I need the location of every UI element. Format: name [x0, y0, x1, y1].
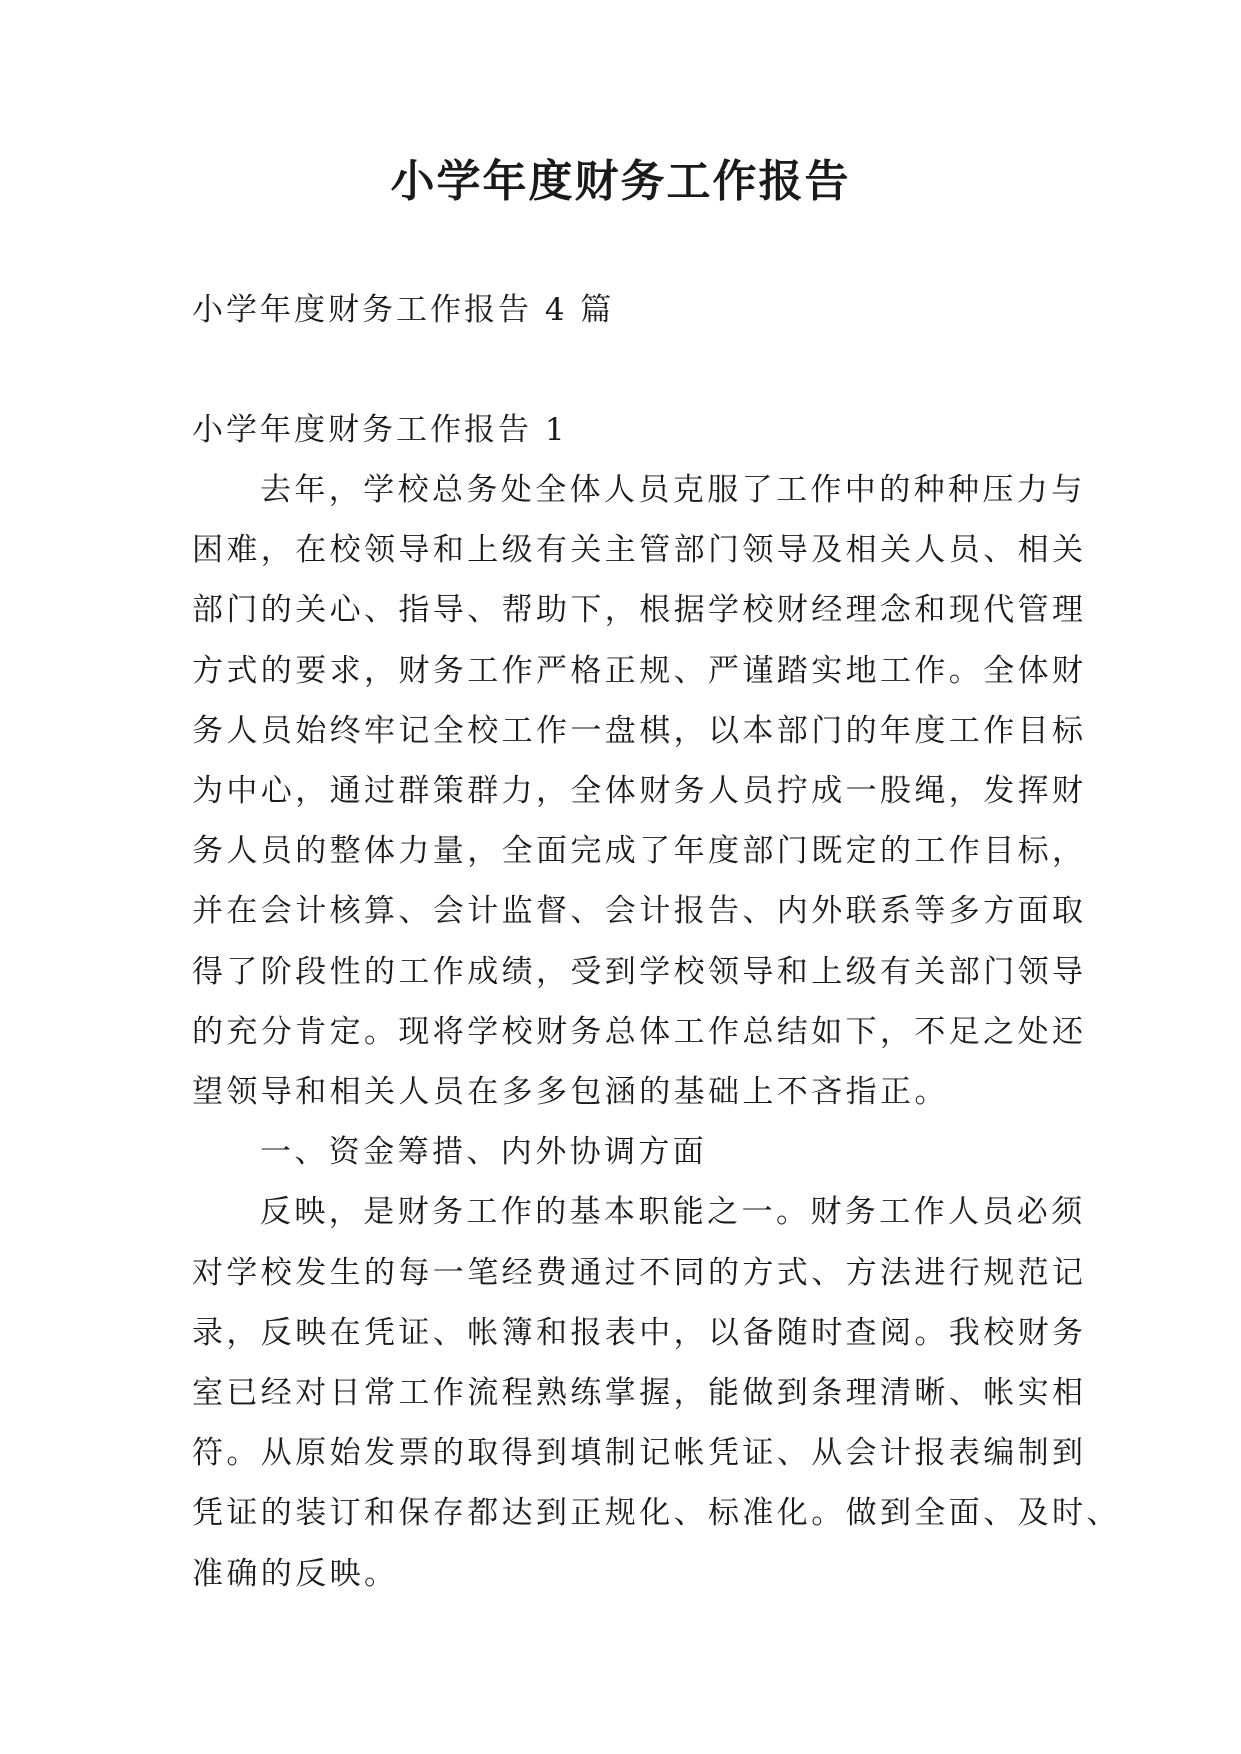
paragraph-line: 去年，学校总务处全体人员克服了工作中的种种压力与	[260, 472, 1086, 508]
paragraph-line: 方式的要求，财务工作严格正规、严谨踏实地工作。全体财	[192, 652, 1087, 689]
paragraph-intro	[192, 460, 1087, 1122]
document-body	[192, 460, 1121, 1604]
paragraph-line: 务人员始终牢记全校工作一盘棋，以本部门的年度工作目标	[192, 712, 1087, 749]
paragraph-reflection	[192, 1182, 1121, 1603]
paragraph-line: 一、资金筹措、内外协调方面	[260, 1134, 708, 1171]
paragraph-line: 务人员的整体力量，全面完成了年度部门既定的工作目标，	[192, 833, 1087, 870]
paragraph-line: 困难，在校领导和上级有关主管部门领导及相关人员、相关	[192, 532, 1087, 569]
paragraph-line: 准确的反映。	[192, 1555, 399, 1592]
paragraph-line: 对学校发生的每一笔经费通过不同的方式、方法进行规范记	[192, 1254, 1087, 1291]
paragraph-line: 并在会计核算、会计监督、会计报告、内外联系等多方面取	[192, 893, 1087, 930]
paragraph-line: 望领导和相关人员在多多包涵的基础上不吝指正。	[192, 1074, 949, 1111]
paragraph-line: 反映，是财务工作的基本职能之一。财务工作人员必须	[260, 1194, 1086, 1231]
paragraph-line: 为中心，通过群策群力，全体财务人员拧成一股绳，发挥财	[192, 773, 1087, 810]
paragraph-line: 凭证的装订和保存都达到正规化、标准化。做到全面、及时、	[192, 1495, 1121, 1532]
paragraph-line: 录，反映在凭证、帐簿和报表中，以备随时查阅。我校财务	[192, 1314, 1087, 1351]
document-subtitle: 小学年度财务工作报告 4 篇	[192, 292, 615, 328]
paragraph-line: 得了阶段性的工作成绩，受到学校领导和上级有关部门领导	[192, 953, 1087, 990]
paragraph-line: 的充分肯定。现将学校财务总体工作总结如下，不足之处还	[192, 1013, 1087, 1050]
section-heading: 小学年度财务工作报告 1	[192, 412, 568, 448]
paragraph-line: 符。从原始发票的取得到填制记帐凭证、从会计报表编制到	[192, 1435, 1087, 1472]
paragraph-line: 室已经对日常工作流程熟练掌握，能做到条理清晰、帐实相	[192, 1375, 1087, 1412]
document-title: 小学年度财务工作报告	[390, 156, 851, 207]
paragraph-heading-1	[192, 1122, 1054, 1182]
paragraph-line: 部门的关心、指导、帮助下，根据学校财经理念和现代管理	[192, 592, 1087, 629]
